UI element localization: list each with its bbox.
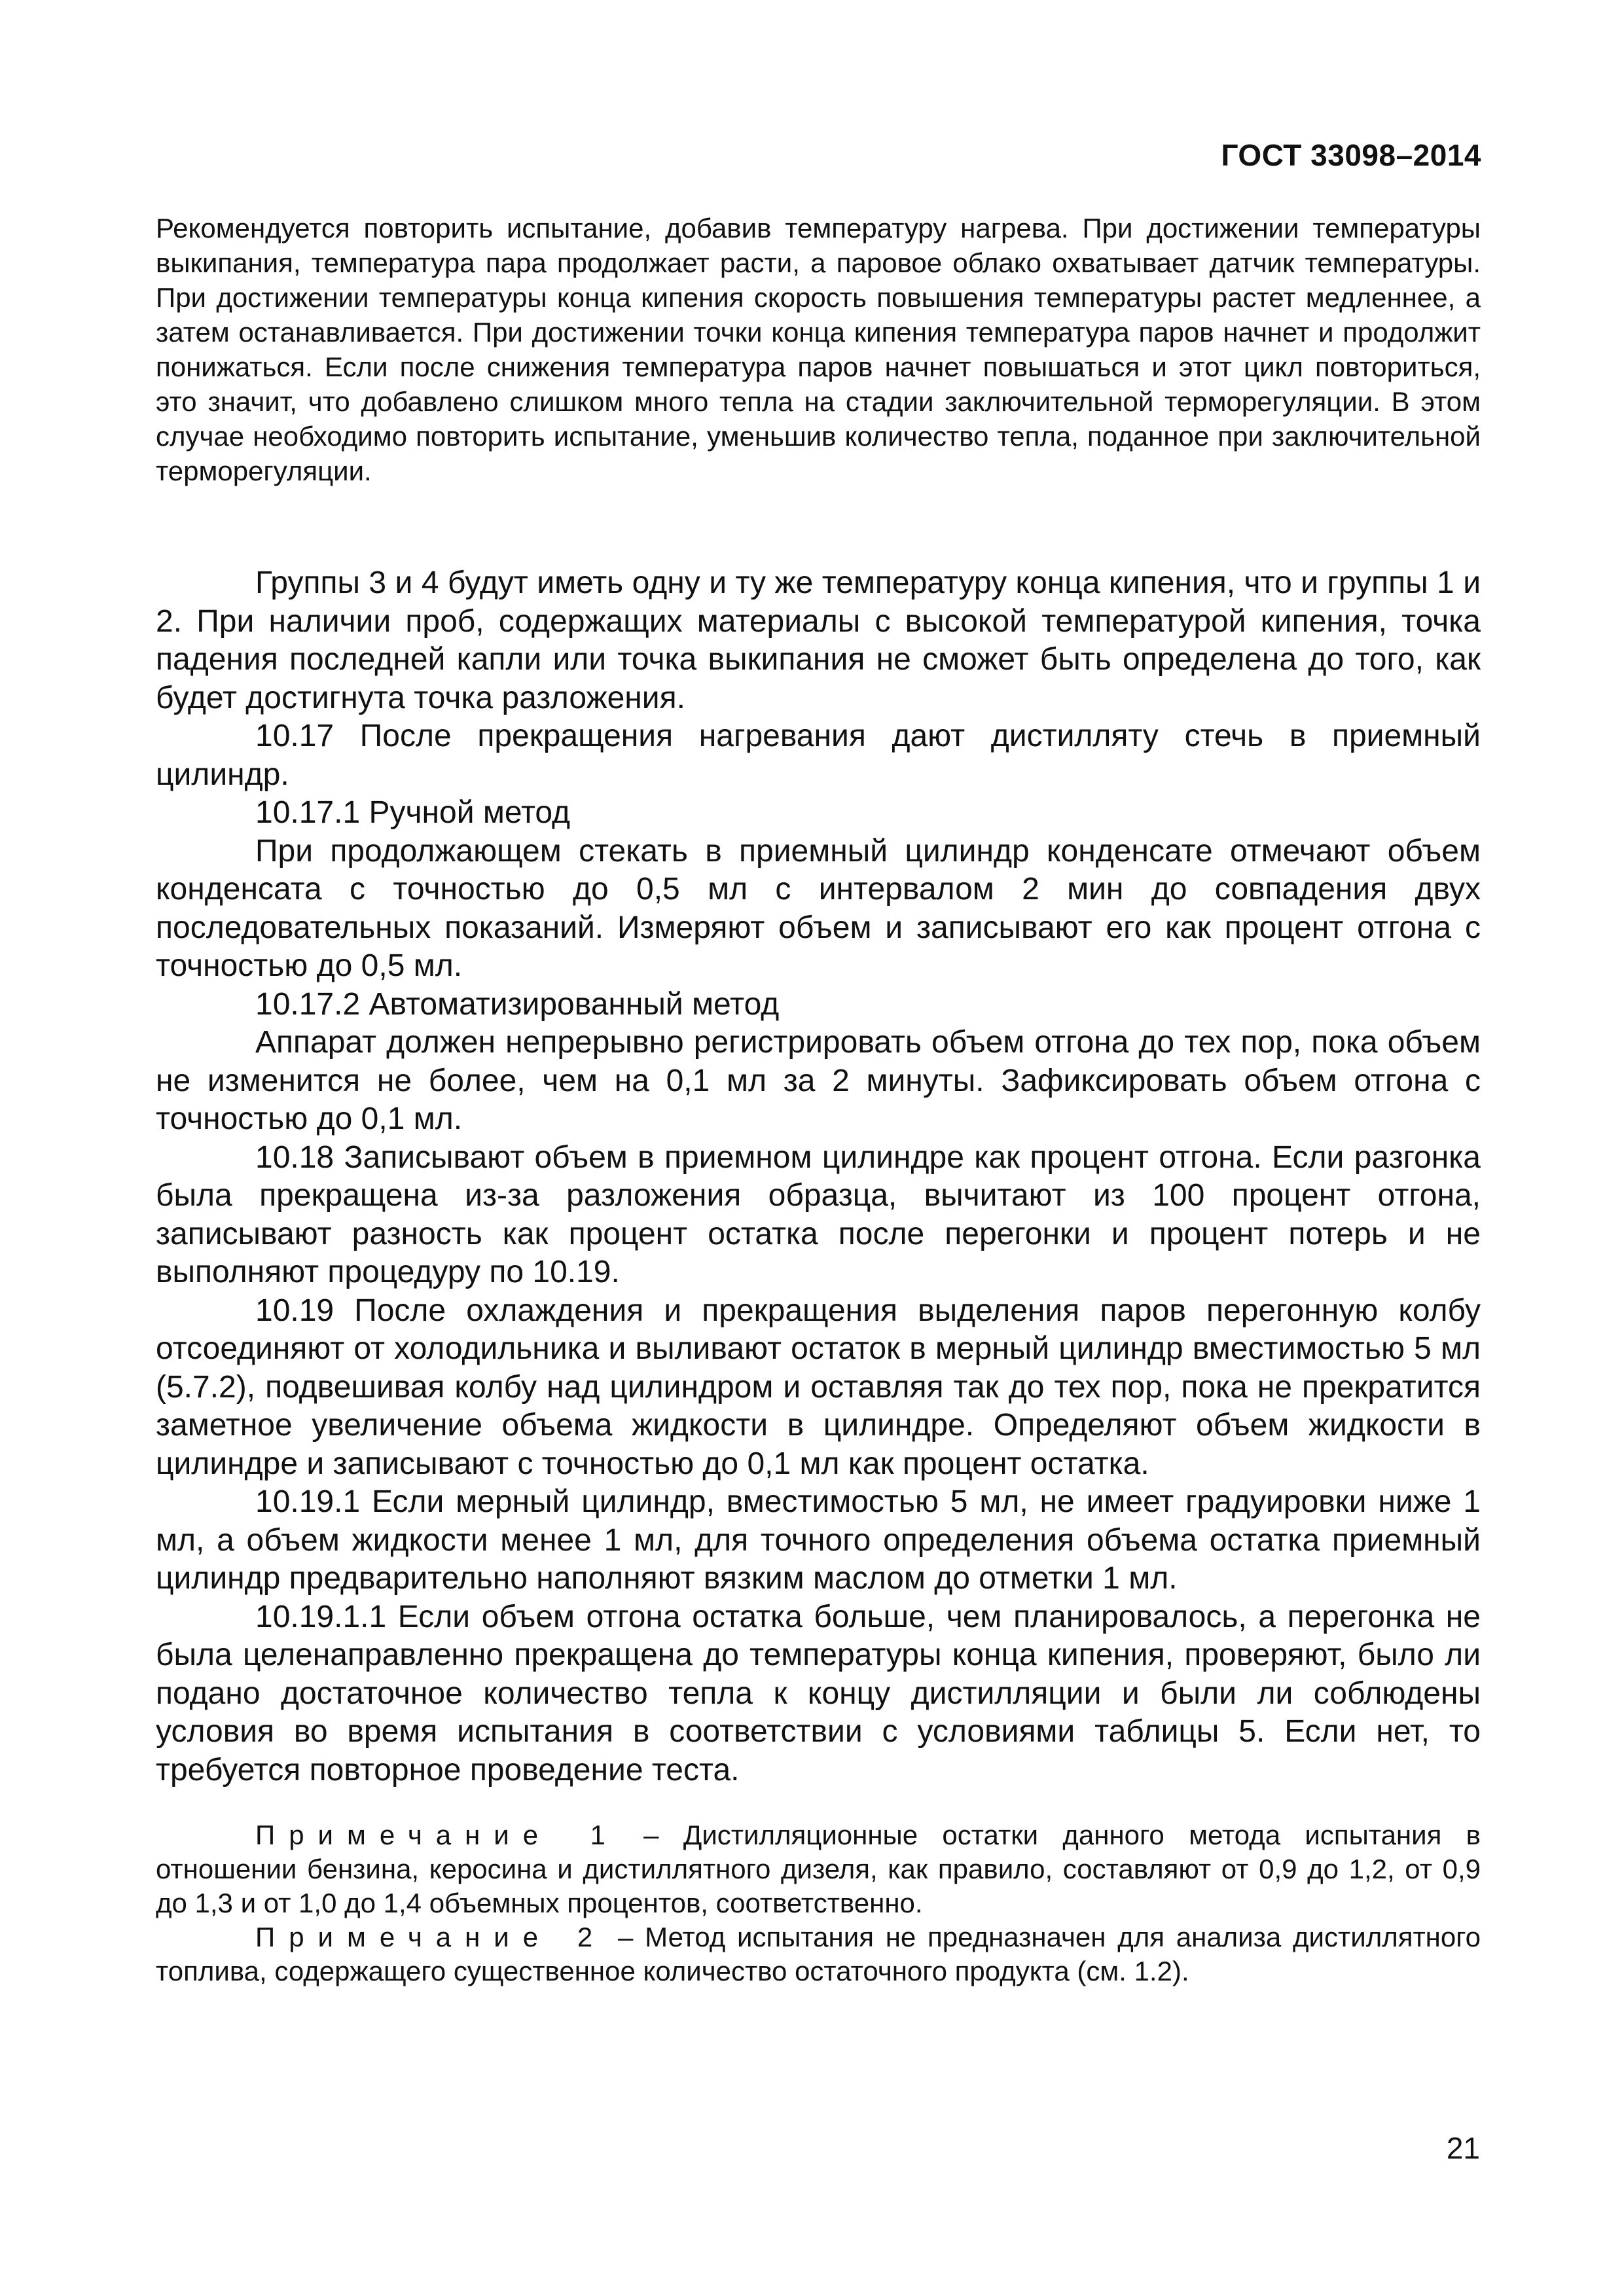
note-1: [156, 1818, 1481, 1920]
document-code-header: ГОСТ 33098–2014: [1221, 138, 1481, 172]
heading-10-17-2: 10.17.2 Автоматизированный метод: [255, 986, 780, 1022]
note-1-label: Примечание 1: [255, 1820, 619, 1850]
paragraph-10-19: 10.19 После охлаждения и прекращения выделения паров перегонную колбу отсоединяют от холодильника и выливают остаток в мерный цилиндр вместимостью 5 мл (5.7.2), подвешивая колбу над цилиндром и оставляя так до тех пор, пока не прекратится заметное увеличение объема жидкости в цилиндре. Определяют объем жидкости в цилиндре и записывают с точностью до 0,1 мл как процент остатка.: [156, 1293, 1481, 1481]
intro-text-block: [156, 211, 1481, 488]
note-1-text: – Дистилляционные остатки данного метода испытания в отношении бензина, керосина и дистиллятного дизеля, как правило, составляют от 0,9 до 1,2, от 0,9 до 1,3 и от 1,0 до 1,4 объемных процентов, соответственно.: [156, 1820, 1481, 1918]
note-2-text: – Метод испытания не предназначен для анализа дистиллятного топлива, содержащего существенное количество остаточного продукта (см. 1.2).: [156, 1922, 1481, 1986]
paragraph-10-17: 10.17 После прекращения нагревания дают дистилляту стечь в приемный цилиндр.: [156, 719, 1481, 792]
page-number: 21: [1446, 2131, 1480, 2165]
note-2: [156, 1920, 1481, 1988]
paragraph-10-18: 10.18 Записывают объем в приемном цилиндре как процент отгона. Если разгонка была прекращена из-за разложения образца, вычитают из 100 процент отгона, записывают разность как процент остатка после перегонки и процент потерь и не выполняют процедуру по 10.19.: [156, 1139, 1481, 1289]
notes-block: [156, 1818, 1481, 1988]
note-2-label: Примечание 2: [255, 1922, 607, 1952]
paragraph-manual-method: При продолжающем стекать в приемный цилиндр конденсате отмечают объем конденсата с точностью до 0,5 мл с интервалом 2 мин до совпадения двух последовательных показаний. Измеряют объем и записывают его как процент отгона с точностью до 0,5 мл.: [156, 833, 1481, 983]
paragraph-automated-method: Аппарат должен непрерывно регистрировать объем отгона до тех пор, пока объем не изменится не более, чем на 0,1 мл за 2 минуты. Зафиксировать объем отгона с точностью до 0,1 мл.: [156, 1025, 1481, 1136]
intro-paragraph: Рекомендуется повторить испытание, добавив температуру нагрева. При достижении температуры выкипания, температура пара продолжает расти, а паровое облако охватывает датчик температуры. При достижении температуры конца кипения скорость повышения температуры растет медленнее, а затем останавливается. При достижении точки конца кипения температура паров начнет и продолжит понижаться. Если после снижения температура паров начнет повышаться и этот цикл повториться, это значит, что добавлено слишком много тепла на стадии заключительной терморегуляции. В этом случае необходимо повторить испытание, уменьшив количество тепла, поданное при заключительной терморегуляции.: [156, 213, 1481, 486]
heading-10-17-1: 10.17.1 Ручной метод: [255, 795, 571, 830]
paragraph-10-19-1-1: 10.19.1.1 Если объем отгона остатка больше, чем планировалось, а перегонка не была целенаправленно прекращена до температуры конца кипения, проверяют, было ли подано достаточное количество тепла к концу дистилляции и были ли соблюдены условия во время испытания в соответствии с условиями таблицы 5. Если нет, то требуется повторное проведение теста.: [156, 1599, 1481, 1787]
paragraph-10-19-1: 10.19.1 Если мерный цилиндр, вместимостью 5 мл, не имеет градуировки ниже 1 мл, а объем жидкости менее 1 мл, для точного определения объема остатка приемный цилиндр предварительно наполняют вязким маслом до отметки 1 мл.: [156, 1484, 1481, 1596]
main-text-block: [156, 564, 1481, 1789]
paragraph-groups: Группы 3 и 4 будут иметь одну и ту же температуру конца кипения, что и группы 1 и 2. При наличии проб, содержащих материалы с высокой температурой кипения, точка падения последней капли или точка выкипания не сможет быть определена до того, как будет достигнута точка разложения.: [156, 565, 1481, 715]
